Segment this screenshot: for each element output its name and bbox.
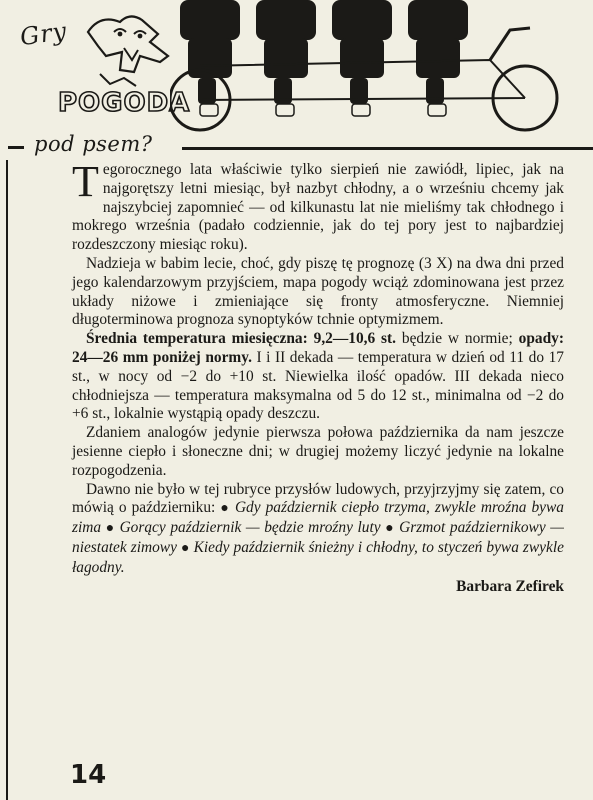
column-header bbox=[0, 0, 593, 156]
bullet-icon: ● bbox=[220, 501, 230, 517]
forecast-text-1: będzie w normie; bbox=[396, 330, 519, 348]
tandem-bicycle-illustration bbox=[170, 0, 593, 140]
forecast-precipitation: opady: 24—26 mm poniżej normy. bbox=[72, 330, 564, 366]
paragraph-intro-text: egorocznego lata właściwie tylko sierpień nie zawiódł, lipiec, jak na najgorętszy letni miesiąc, był nazbyt chłodny, a o wrześniu chcemy jak najszybciej zapomnieć — od kilkunastu lat nie mieliśmy tak chłodnego i mokrego września (padało codziennie, jak do tej pory jest to najbardziej rozdeszczony miesiąc roku). bbox=[72, 161, 564, 254]
subtitle-left-rule bbox=[8, 146, 24, 149]
column-subtitle: pod psem? bbox=[34, 132, 153, 156]
proverb-item: Gorący październik — będzie mroźny luty bbox=[119, 519, 381, 537]
proverbs-intro: Dawno nie było w tej rubryce przysłów ludowych, przyjrzyjmy się zatem, co mówią o październiku: bbox=[72, 480, 564, 517]
paragraph-proverbs bbox=[72, 481, 564, 578]
paragraph-analogues: Zdaniem analogów jedynie pierwsza połowa października da nam jeszcze jesienne ciepło i słoneczne dni; w drugiej możemy liczyć jedynie na lokalne rozpogodzenia. bbox=[72, 424, 564, 479]
paragraph-forecast bbox=[72, 330, 564, 424]
bullet-icon: ● bbox=[385, 521, 395, 537]
bullet-icon: ● bbox=[180, 540, 190, 556]
bullet-icon: ● bbox=[105, 521, 115, 537]
left-margin-rule bbox=[6, 160, 8, 800]
proverb-item: Grzmot październikowy — niestatek zimowy bbox=[72, 519, 564, 556]
proverb-item: Kiedy październik śnieżny i chłodny, to styczeń bywa zwykle łagodny. bbox=[72, 538, 564, 576]
page-number: 14 bbox=[70, 760, 107, 790]
author-signature: Barbara Zefirek bbox=[456, 577, 564, 595]
paragraph-intro bbox=[72, 157, 564, 255]
subtitle-right-rule bbox=[182, 147, 593, 150]
article-body bbox=[72, 157, 564, 596]
forecast-text-2: I i II dekada — temperatura w dzień od 11 do 17 st., w nocy od −2 do +10 st. Niewielka ilość opadów. III dekada nieco chłodniejsza — temperatura maksymalna od 5 do 12 st., minimalna od −2 do +6 st., lokalnie wystąpią opady deszczu. bbox=[72, 348, 564, 423]
pogoda-logo bbox=[20, 8, 190, 138]
logo-title-text: POGODA bbox=[58, 88, 191, 118]
logo-top-text: Gry bbox=[18, 16, 69, 52]
forecast-temperature: Średnia temperatura miesięczna: 9,2—10,6 st. bbox=[86, 330, 397, 348]
drop-cap: T bbox=[72, 157, 99, 206]
proverb-item: Gdy październik ciepło trzyma, zwykle mroźna bywa zima bbox=[72, 499, 564, 537]
signature-line bbox=[72, 578, 564, 597]
paragraph-indian-summer: Nadzieja w babim lecie, choć, gdy piszę tę prognozę (3 X) na dwa dni przed jego kalendarzowym przyjściem, mapa pogody wciąż zdominowana jest przez układy niżowe i zmieniające się fronty atmosferyczne. Niemniej długoterminowa prognoza synoptyków tchnie optymizmem. bbox=[72, 254, 564, 329]
